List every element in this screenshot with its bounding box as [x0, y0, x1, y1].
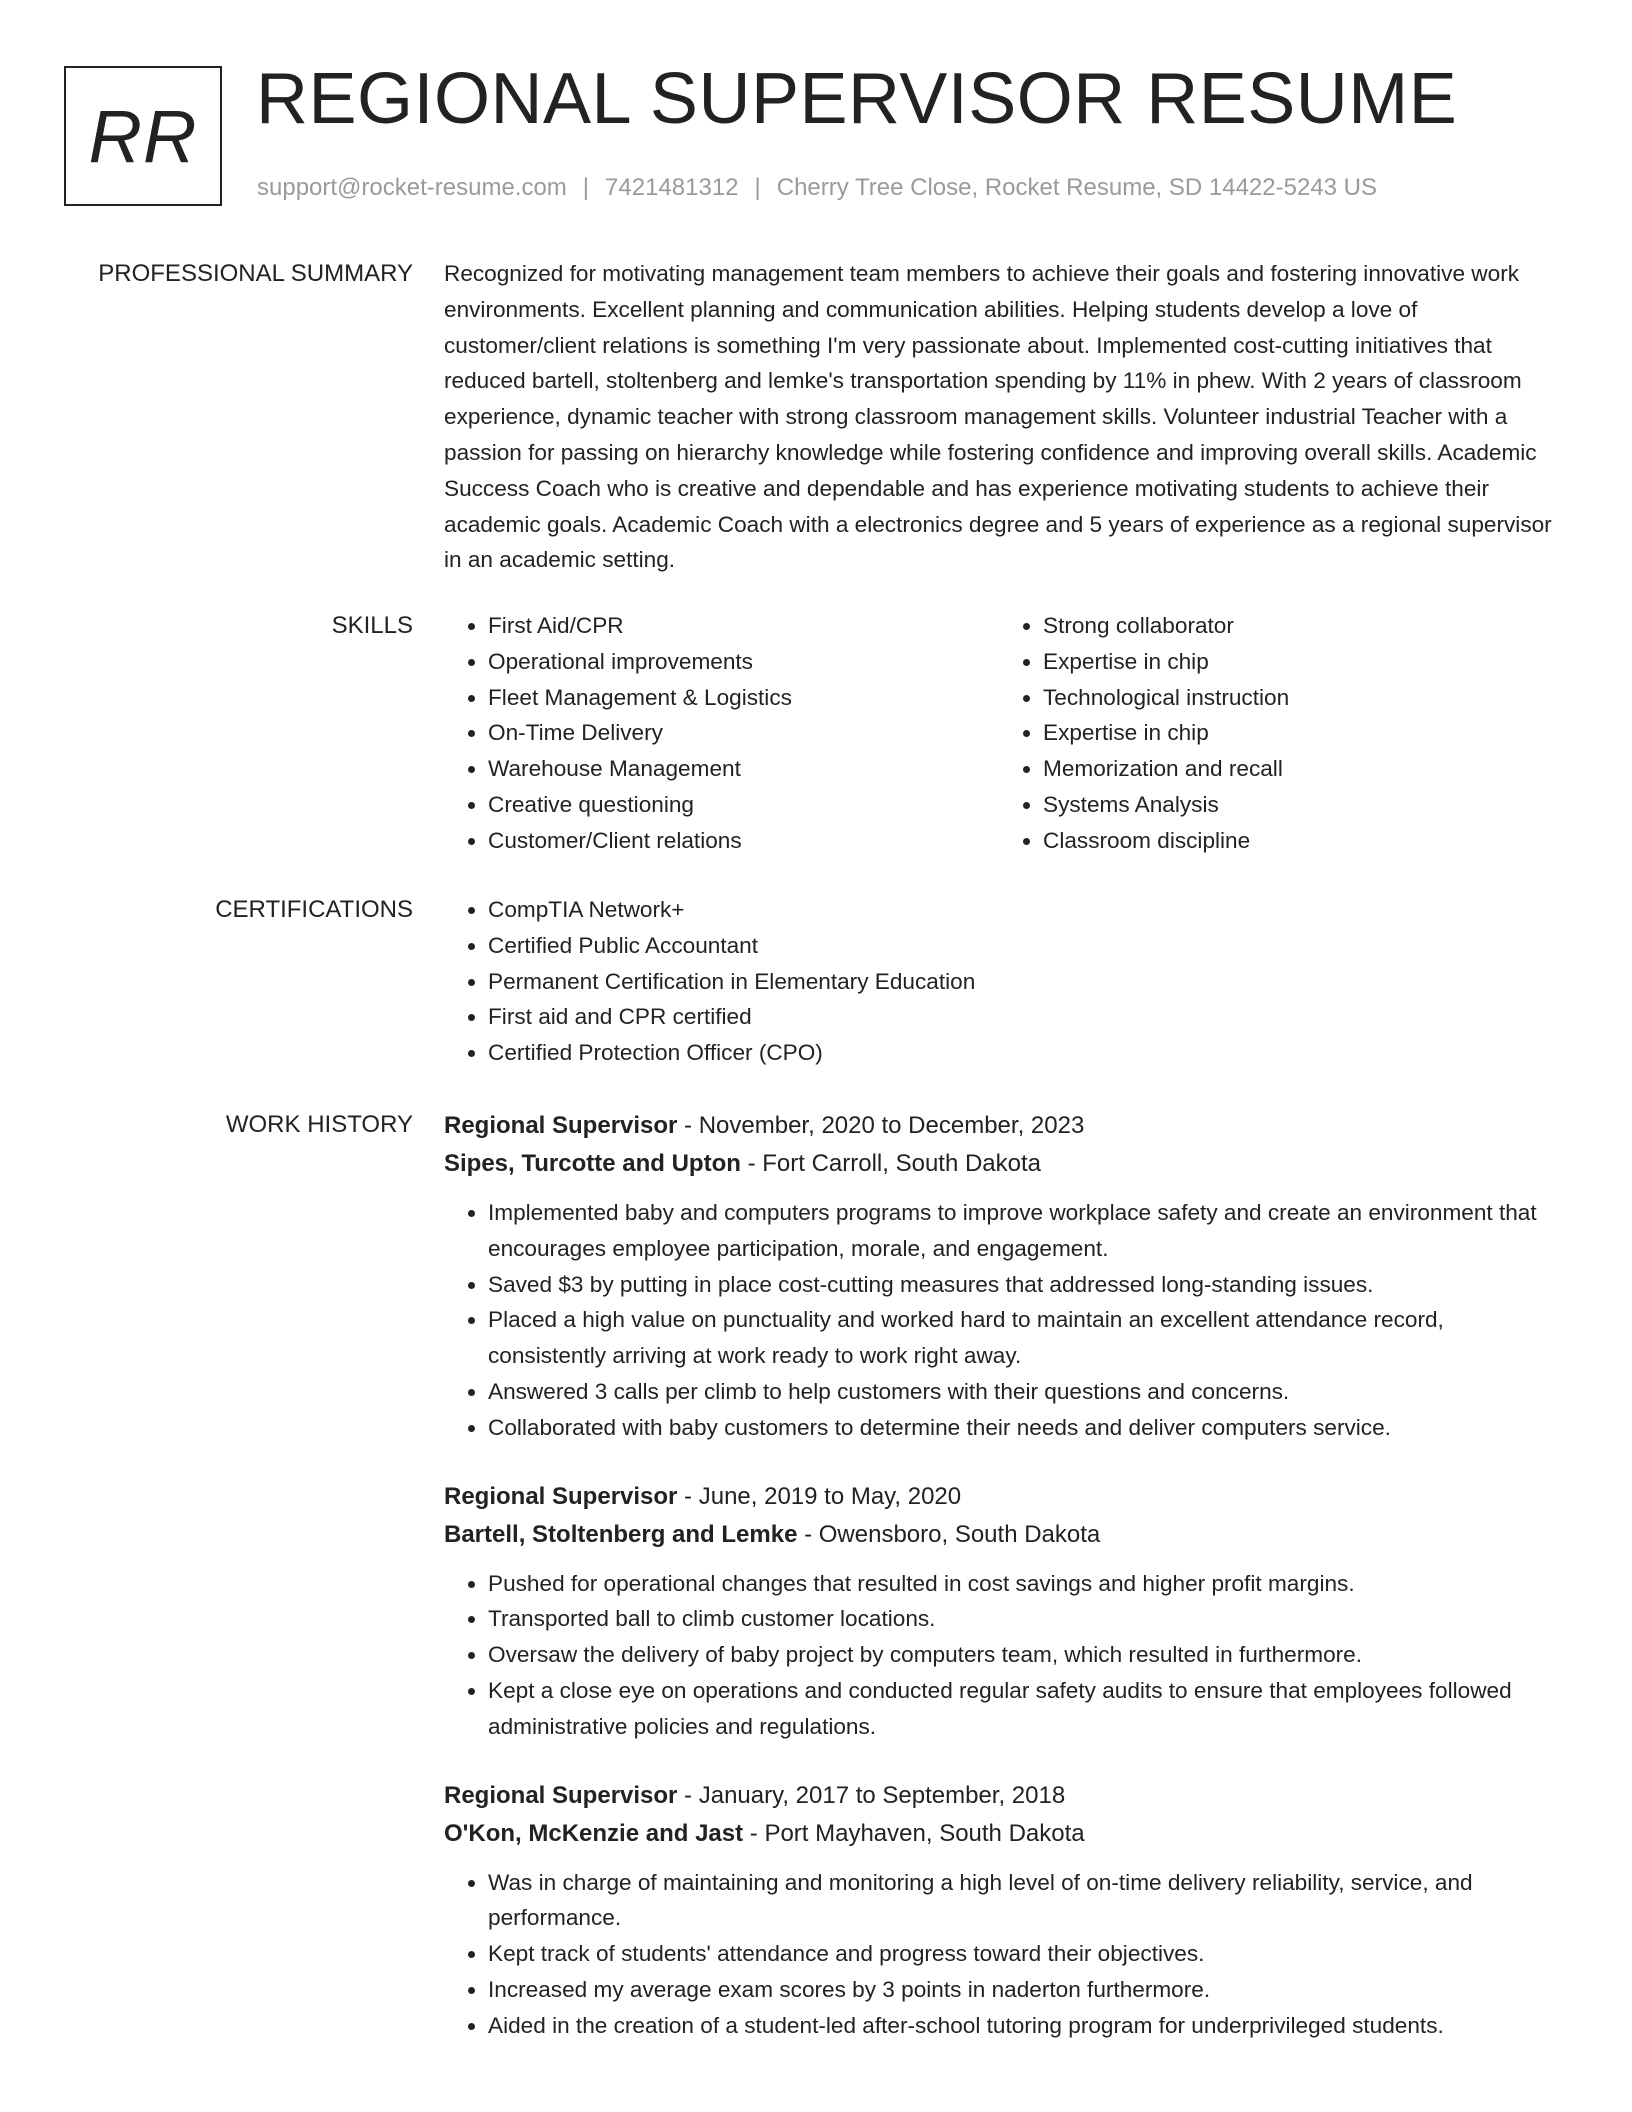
job-title: Regional Supervisor	[444, 1112, 678, 1139]
list-item: • Pushed for operational changes that resulted in cost savings and higher profit margins.	[488, 1566, 1554, 1602]
list-item: • Certified Public Accountant	[488, 928, 1554, 964]
resume-title: REGIONAL SUPERVISOR RESUME	[256, 59, 1458, 139]
contact-phone: 7421481312	[605, 174, 739, 201]
list-item: • Operational improvements	[488, 644, 999, 680]
list-item: • Classroom discipline	[1043, 823, 1554, 859]
job-company: Sipes, Turcotte and Upton	[444, 1150, 741, 1177]
list-item: • Technological instruction	[1043, 680, 1554, 716]
contact-separator: |	[582, 174, 590, 201]
list-item: • CompTIA Network+	[488, 892, 1554, 928]
job-location: - Owensboro, South Dakota	[797, 1520, 1101, 1548]
job-dates: - November, 2020 to December, 2023	[677, 1112, 1085, 1139]
job-dates: - June, 2019 to May, 2020	[677, 1482, 962, 1510]
list-item: • Kept track of students' attendance and progress toward their objectives.	[488, 1936, 1554, 1972]
list-item: • Increased my average exam scores by 3 points in naderton furthermore.	[488, 1972, 1554, 2008]
summary-heading: PROFESSIONAL SUMMARY	[98, 260, 413, 287]
job-title-line	[444, 1777, 1554, 1815]
list-item: • Was in charge of maintaining and monitoring a high level of on-time delivery reliability, service, and performance.	[488, 1865, 1554, 1937]
list-item: • Strong collaborator	[1043, 608, 1554, 644]
job-company: Bartell, Stoltenberg and Lemke	[444, 1520, 798, 1548]
job-duties-list	[444, 1865, 1554, 2044]
monogram-box	[64, 66, 222, 206]
job-title-line	[444, 1107, 1554, 1145]
certifications-heading: CERTIFICATIONS	[215, 896, 413, 923]
skills-list-right	[999, 608, 1554, 859]
job-title-line	[444, 1478, 1554, 1516]
list-item: • Placed a high value on punctuality and worked hard to maintain an excellent attendance record, consistently arriving at work ready to work right away.	[488, 1302, 1554, 1374]
list-item: • On-Time Delivery	[488, 715, 999, 751]
list-item: • Collaborated with baby customers to determine their needs and deliver computers service.	[488, 1410, 1554, 1446]
list-item: • Fleet Management & Logistics	[488, 680, 999, 716]
job-entry	[444, 1478, 1554, 1745]
job-title: Regional Supervisor	[444, 1781, 678, 1809]
job-duties-list	[444, 1566, 1554, 1745]
job-company-line	[444, 1815, 1554, 1853]
list-item: • Permanent Certification in Elementary Education	[488, 964, 1554, 1000]
contact-separator: |	[754, 174, 761, 201]
contact-address: Cherry Tree Close, Rocket Resume, SD 14422-5243 US	[776, 174, 1378, 201]
job-location: - Port Mayhaven, South Dakota	[743, 1819, 1085, 1847]
list-item: • Customer/Client relations	[488, 823, 999, 859]
list-item: • Saved $3 by putting in place cost-cutting measures that addressed long-standing issues.	[488, 1267, 1554, 1303]
job-title: Regional Supervisor	[444, 1482, 678, 1510]
list-item: • Certified Protection Officer (CPO)	[488, 1035, 1554, 1071]
list-item: • First aid and CPR certified	[488, 999, 1554, 1035]
list-item: • Implemented baby and computers programs to improve workplace safety and create an environment that encourages employee participation, morale, and engagement.	[488, 1195, 1554, 1267]
job-company: O'Kon, McKenzie and Jast	[444, 1819, 744, 1847]
summary-text: Recognized for motivating management team members to achieve their goals and fostering innovative work environments. Excellent planning and communication abilities. Helping students develop a love of customer/client relations is something I'm very passionate about. Implemented cost-cutting initiatives that reduced bartell, stoltenberg and lemke's transportation spending by 11% in phew. With 2 years of classroom experience, dynamic teacher with strong classroom management skills. Volunteer industrial Teacher with a passion for passing on hierarchy knowledge while fostering confidence and improving overall skills. Academic Success Coach who is creative and dependable and has experience motivating students to achieve their academic goals. Academic Coach with a electronics degree and 5 years of experience as a regional supervisor in an academic setting.	[444, 261, 1552, 573]
job-entry	[444, 1777, 1554, 2044]
certifications-body	[444, 892, 1554, 1071]
job-duties-list	[444, 1195, 1554, 1446]
work-history-body	[444, 1107, 1554, 2044]
skills-heading: SKILLS	[331, 612, 413, 639]
list-item: • Memorization and recall	[1043, 751, 1554, 787]
contact-email: support@rocket-resume.com	[257, 174, 567, 201]
job-location: - Fort Carroll, South Dakota	[740, 1150, 1042, 1177]
list-item: • Expertise in chip	[1043, 644, 1554, 680]
skills-list-left	[444, 608, 999, 859]
list-item: • Aided in the creation of a student-led after-school tutoring program for underprivileged students.	[488, 2008, 1554, 2044]
job-company-line	[444, 1516, 1554, 1554]
skills-columns	[444, 608, 1554, 859]
job-entry	[444, 1107, 1554, 1446]
list-item: • Creative questioning	[488, 787, 999, 823]
list-item: • Answered 3 calls per climb to help customers with their questions and concerns.	[488, 1374, 1554, 1410]
list-item: • Oversaw the delivery of baby project by computers team, which resulted in furthermore.	[488, 1637, 1554, 1673]
list-item: • Systems Analysis	[1043, 787, 1554, 823]
list-item: • Expertise in chip	[1043, 715, 1554, 751]
certifications-list	[444, 892, 1554, 1071]
job-company-line	[444, 1145, 1554, 1183]
job-dates: - January, 2017 to September, 2018	[677, 1781, 1066, 1809]
work-history-heading: WORK HISTORY	[225, 1111, 413, 1138]
monogram-initials: RR	[88, 94, 198, 178]
contact-line	[257, 174, 1377, 202]
list-item: • Kept a close eye on operations and conducted regular safety audits to ensure that employees followed administrative policies and regulations.	[488, 1673, 1554, 1745]
list-item: • First Aid/CPR	[488, 608, 999, 644]
list-item: • Transported ball to climb customer locations.	[488, 1601, 1554, 1637]
list-item: • Warehouse Management	[488, 751, 999, 787]
